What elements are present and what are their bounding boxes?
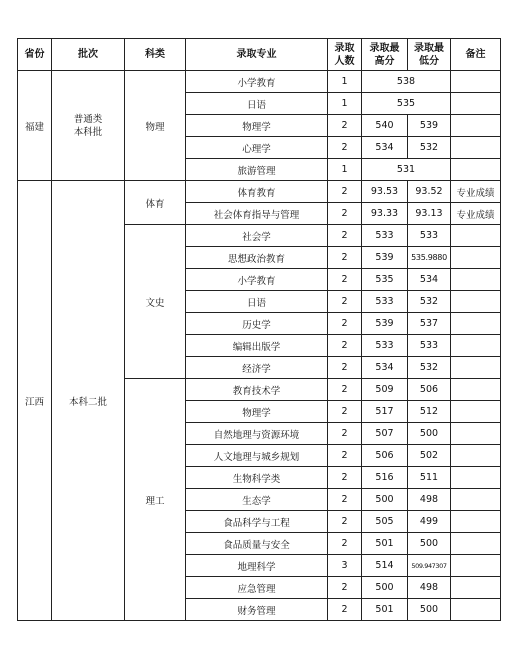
header-row xyxy=(18,39,501,71)
note-cell xyxy=(451,401,501,423)
note-cell xyxy=(451,159,501,181)
table-row xyxy=(18,71,501,93)
high-score-cell: 517 xyxy=(362,401,408,423)
low-score-cell: 537 xyxy=(408,313,451,335)
note-cell xyxy=(451,137,501,159)
note-cell xyxy=(451,467,501,489)
low-score-cell: 500 xyxy=(408,599,451,621)
score-cell: 535 xyxy=(362,93,451,115)
low-score-cell: 500 xyxy=(408,423,451,445)
note-cell xyxy=(451,269,501,291)
count-cell: 2 xyxy=(328,379,362,401)
high-score-cell: 540 xyxy=(362,115,408,137)
count-cell: 1 xyxy=(328,93,362,115)
category-cell-physics: 物理 xyxy=(125,71,186,181)
header-high-score: 录取最 高分 xyxy=(362,39,408,71)
header-count: 录取 人数 xyxy=(328,39,362,71)
batch-cell-fujian: 普通类 本科批 xyxy=(52,71,125,181)
low-score-cell: 533 xyxy=(408,335,451,357)
major-cell: 自然地理与资源环境 xyxy=(186,423,328,445)
high-score-cell: 93.33 xyxy=(362,203,408,225)
low-score-cell: 533 xyxy=(408,225,451,247)
major-cell: 物理学 xyxy=(186,401,328,423)
high-score-cell: 514 xyxy=(362,555,408,577)
major-cell: 教育技术学 xyxy=(186,379,328,401)
high-score-cell: 500 xyxy=(362,577,408,599)
low-score-cell: 532 xyxy=(408,357,451,379)
category-cell-liberal-arts: 文史 xyxy=(125,225,186,379)
count-cell: 2 xyxy=(328,269,362,291)
high-score-cell: 505 xyxy=(362,511,408,533)
count-cell: 2 xyxy=(328,115,362,137)
note-cell xyxy=(451,379,501,401)
major-cell: 地理科学 xyxy=(186,555,328,577)
note-cell xyxy=(451,599,501,621)
count-cell: 2 xyxy=(328,445,362,467)
low-score-cell: 511 xyxy=(408,467,451,489)
note-cell xyxy=(451,357,501,379)
admission-table xyxy=(17,38,501,621)
score-cell: 538 xyxy=(362,71,451,93)
header-major: 录取专业 xyxy=(186,39,328,71)
major-cell: 小学教育 xyxy=(186,71,328,93)
province-cell-jiangxi: 江西 xyxy=(18,181,52,621)
major-cell: 编辑出版学 xyxy=(186,335,328,357)
count-cell: 1 xyxy=(328,71,362,93)
high-score-cell: 539 xyxy=(362,247,408,269)
note-cell xyxy=(451,489,501,511)
count-cell: 2 xyxy=(328,181,362,203)
count-cell: 2 xyxy=(328,357,362,379)
count-cell: 1 xyxy=(328,159,362,181)
high-score-cell: 501 xyxy=(362,599,408,621)
high-score-cell: 534 xyxy=(362,357,408,379)
major-cell: 生物科学类 xyxy=(186,467,328,489)
major-cell: 应急管理 xyxy=(186,577,328,599)
note-cell xyxy=(451,115,501,137)
note-cell: 专业成绩 xyxy=(451,181,501,203)
count-cell: 2 xyxy=(328,423,362,445)
note-cell xyxy=(451,247,501,269)
low-score-cell: 93.13 xyxy=(408,203,451,225)
high-score-cell: 533 xyxy=(362,225,408,247)
note-cell xyxy=(451,313,501,335)
header-low-score: 录取最 低分 xyxy=(408,39,451,71)
major-cell: 财务管理 xyxy=(186,599,328,621)
count-cell: 2 xyxy=(328,533,362,555)
low-score-cell: 539 xyxy=(408,115,451,137)
major-cell: 体育教育 xyxy=(186,181,328,203)
low-score-cell: 506 xyxy=(408,379,451,401)
header-category: 科类 xyxy=(125,39,186,71)
major-cell: 经济学 xyxy=(186,357,328,379)
low-score-cell: 512 xyxy=(408,401,451,423)
count-cell: 2 xyxy=(328,225,362,247)
count-cell: 2 xyxy=(328,137,362,159)
note-cell xyxy=(451,511,501,533)
major-cell: 生态学 xyxy=(186,489,328,511)
high-score-cell: 539 xyxy=(362,313,408,335)
note-cell xyxy=(451,291,501,313)
high-score-cell: 533 xyxy=(362,291,408,313)
high-score-cell: 501 xyxy=(362,533,408,555)
count-cell: 2 xyxy=(328,489,362,511)
count-cell: 2 xyxy=(328,577,362,599)
note-cell xyxy=(451,93,501,115)
major-cell: 人文地理与城乡规划 xyxy=(186,445,328,467)
major-cell: 社会体育指导与管理 xyxy=(186,203,328,225)
high-score-cell: 509 xyxy=(362,379,408,401)
batch-cell-jiangxi: 本科二批 xyxy=(52,181,125,621)
category-cell-science: 理工 xyxy=(125,379,186,621)
high-score-cell: 535 xyxy=(362,269,408,291)
header-batch: 批次 xyxy=(52,39,125,71)
low-score-cell: 532 xyxy=(408,137,451,159)
table-row xyxy=(18,181,501,203)
count-cell: 2 xyxy=(328,599,362,621)
note-cell xyxy=(451,335,501,357)
count-cell: 2 xyxy=(328,313,362,335)
header-note: 备注 xyxy=(451,39,501,71)
note-cell xyxy=(451,533,501,555)
count-cell: 2 xyxy=(328,203,362,225)
note-cell xyxy=(451,225,501,247)
low-score-cell: 498 xyxy=(408,577,451,599)
major-cell: 社会学 xyxy=(186,225,328,247)
note-cell xyxy=(451,577,501,599)
high-score-cell: 506 xyxy=(362,445,408,467)
high-score-cell: 534 xyxy=(362,137,408,159)
major-cell: 日语 xyxy=(186,291,328,313)
major-cell: 食品质量与安全 xyxy=(186,533,328,555)
province-cell-fujian: 福建 xyxy=(18,71,52,181)
low-score-cell: 534 xyxy=(408,269,451,291)
low-score-cell: 509.947307 xyxy=(408,555,451,577)
high-score-cell: 500 xyxy=(362,489,408,511)
major-cell: 小学教育 xyxy=(186,269,328,291)
low-score-cell: 498 xyxy=(408,489,451,511)
count-cell: 2 xyxy=(328,467,362,489)
low-score-cell: 500 xyxy=(408,533,451,555)
count-cell: 2 xyxy=(328,511,362,533)
low-score-cell: 535.9880 xyxy=(408,247,451,269)
major-cell: 思想政治教育 xyxy=(186,247,328,269)
note-cell xyxy=(451,71,501,93)
major-cell: 物理学 xyxy=(186,115,328,137)
major-cell: 心理学 xyxy=(186,137,328,159)
low-score-cell: 499 xyxy=(408,511,451,533)
high-score-cell: 533 xyxy=(362,335,408,357)
high-score-cell: 516 xyxy=(362,467,408,489)
major-cell: 旅游管理 xyxy=(186,159,328,181)
high-score-cell: 507 xyxy=(362,423,408,445)
high-score-cell: 93.53 xyxy=(362,181,408,203)
count-cell: 2 xyxy=(328,401,362,423)
low-score-cell: 502 xyxy=(408,445,451,467)
note-cell xyxy=(451,555,501,577)
score-cell: 531 xyxy=(362,159,451,181)
count-cell: 2 xyxy=(328,247,362,269)
count-cell: 2 xyxy=(328,335,362,357)
category-cell-sports: 体育 xyxy=(125,181,186,225)
count-cell: 2 xyxy=(328,291,362,313)
header-province: 省份 xyxy=(18,39,52,71)
major-cell: 食品科学与工程 xyxy=(186,511,328,533)
note-cell: 专业成绩 xyxy=(451,203,501,225)
note-cell xyxy=(451,445,501,467)
note-cell xyxy=(451,423,501,445)
low-score-cell: 532 xyxy=(408,291,451,313)
major-cell: 历史学 xyxy=(186,313,328,335)
major-cell: 日语 xyxy=(186,93,328,115)
low-score-cell: 93.52 xyxy=(408,181,451,203)
count-cell: 3 xyxy=(328,555,362,577)
